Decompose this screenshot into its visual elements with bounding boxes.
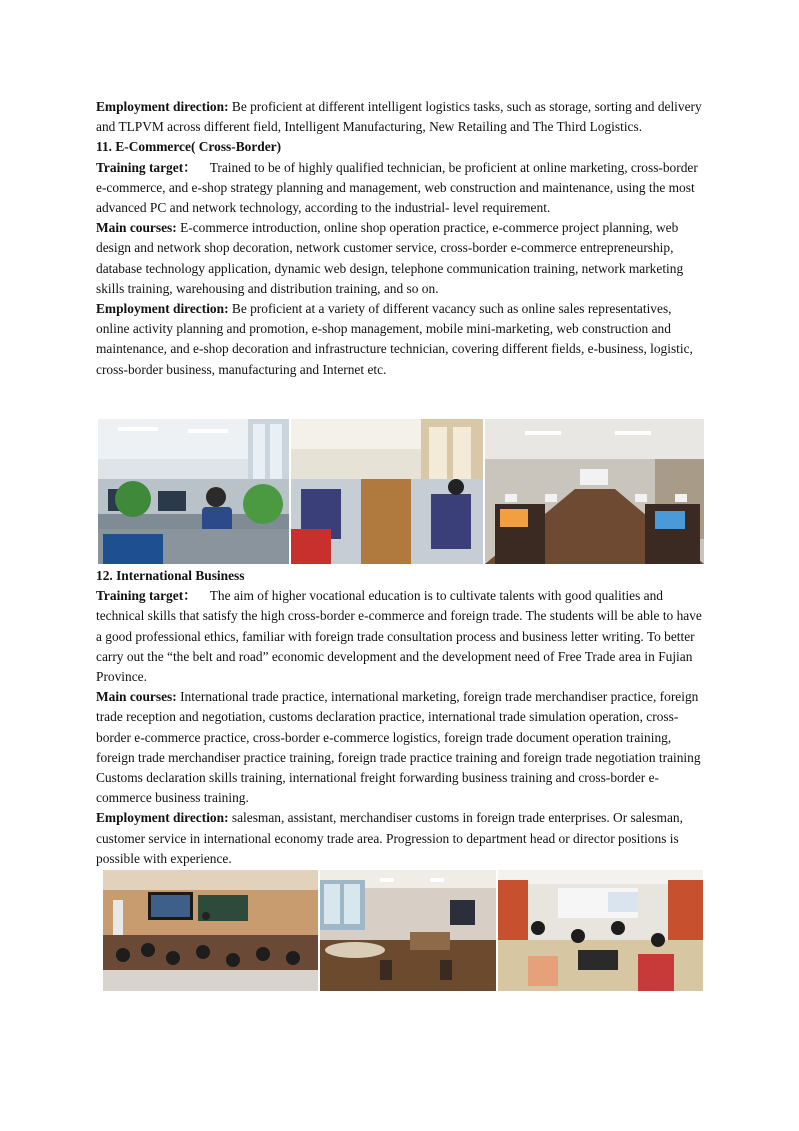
courses-text: E-commerce introduction, online shop operation practice, e-commerce project planning, web design and network shop decoration, network customer service, cross-border e-commerce entrepreneurship, database technology application, dynamic web design, telephone communication training, network marketing skills training, warehousing and distribution training, and so on. — [96, 220, 684, 296]
training-label: Training target： — [96, 588, 197, 604]
ecommerce-employment-paragraph — [96, 299, 708, 380]
section-heading-international: 12. International Business — [96, 568, 245, 583]
photo-lecture-hall — [103, 870, 318, 991]
international-courses-paragraph — [96, 687, 708, 808]
training-label: Training target： — [96, 159, 197, 175]
courses-text: International trade practice, international marketing, foreign trade merchandiser practice, foreign trade reception and negotiation, customs declaration practice, international trade simulation operation, cross-border e-commerce practice, cross-border e-commerce logistics, foreign trade document operation training, foreign trade merchandiser practice training, foreign trade practice training and foreign trade negotiation training Customs declaration skills training, international freight forwarding business training and cross-border e-commerce business training. — [96, 689, 701, 806]
photo-computer-classroom — [498, 870, 703, 991]
logistics-employment-paragraph — [96, 97, 708, 137]
courses-label: Main courses: — [96, 689, 177, 705]
training-text: Trained to be of highly qualified technician, be proficient at online marketing, cross-border e-commerce, and e-shop strategy planning and management, web construction and maintenance, using the most advanced PC and network technology, according to the industrial- level requirement. — [96, 159, 702, 216]
international-training-paragraph — [96, 586, 708, 687]
ecommerce-courses-paragraph — [96, 218, 708, 299]
photo-meeting-room — [320, 870, 496, 991]
training-text: The aim of higher vocational education is to cultivate talents with good qualities and technical skills that satisfy the high cross-border e-commerce and foreign trade. The students will be able to have a good professional ethics, familiar with foreign trade consultation process and business letter writing. To better carry out the “the belt and road” economic development and the development need of Free Trade area in Fujian Province. — [96, 588, 706, 685]
courses-label: Main courses: — [96, 220, 177, 236]
international-section — [96, 566, 708, 869]
employment-label: Employment direction: — [96, 301, 229, 317]
ecommerce-photo-row — [98, 419, 704, 564]
employment-text: Be proficient at a variety of different vacancy such as online sales representatives, online activity planning and promotion, e-shop management, mobile mini-marketing, web construction and maintenance, and e-shop decoration and infrastructure technician, covering different fields, e-business, logistic, cross-border business, manufacturing and Internet etc. — [96, 301, 693, 377]
international-employment-paragraph — [96, 808, 708, 869]
section-heading-ecommerce: 11. E-Commerce( Cross-Border) — [96, 139, 282, 155]
photo-computer-lab-rows — [291, 419, 483, 564]
employment-text: Be proficient at different intelligent logistics tasks, such as storage, sorting and delivery and TLPVM across different field, Intelligent Manufacturing, New Retailing and The Third Logistics. — [96, 99, 702, 135]
photo-computer-lab-screens — [485, 419, 704, 564]
document-body — [96, 97, 708, 380]
photo-computer-lab-plants — [98, 419, 289, 564]
international-photo-row — [103, 870, 703, 991]
employment-text: salesman, assistant, merchandiser customs in foreign trade enterprises. Or salesman, customer service in international economy trade area. Progression to department head or director positions is possible with experience. — [96, 810, 683, 866]
employment-label: Employment direction: — [96, 810, 229, 826]
employment-label: Employment direction: — [96, 99, 229, 114]
ecommerce-training-paragraph — [96, 158, 708, 219]
